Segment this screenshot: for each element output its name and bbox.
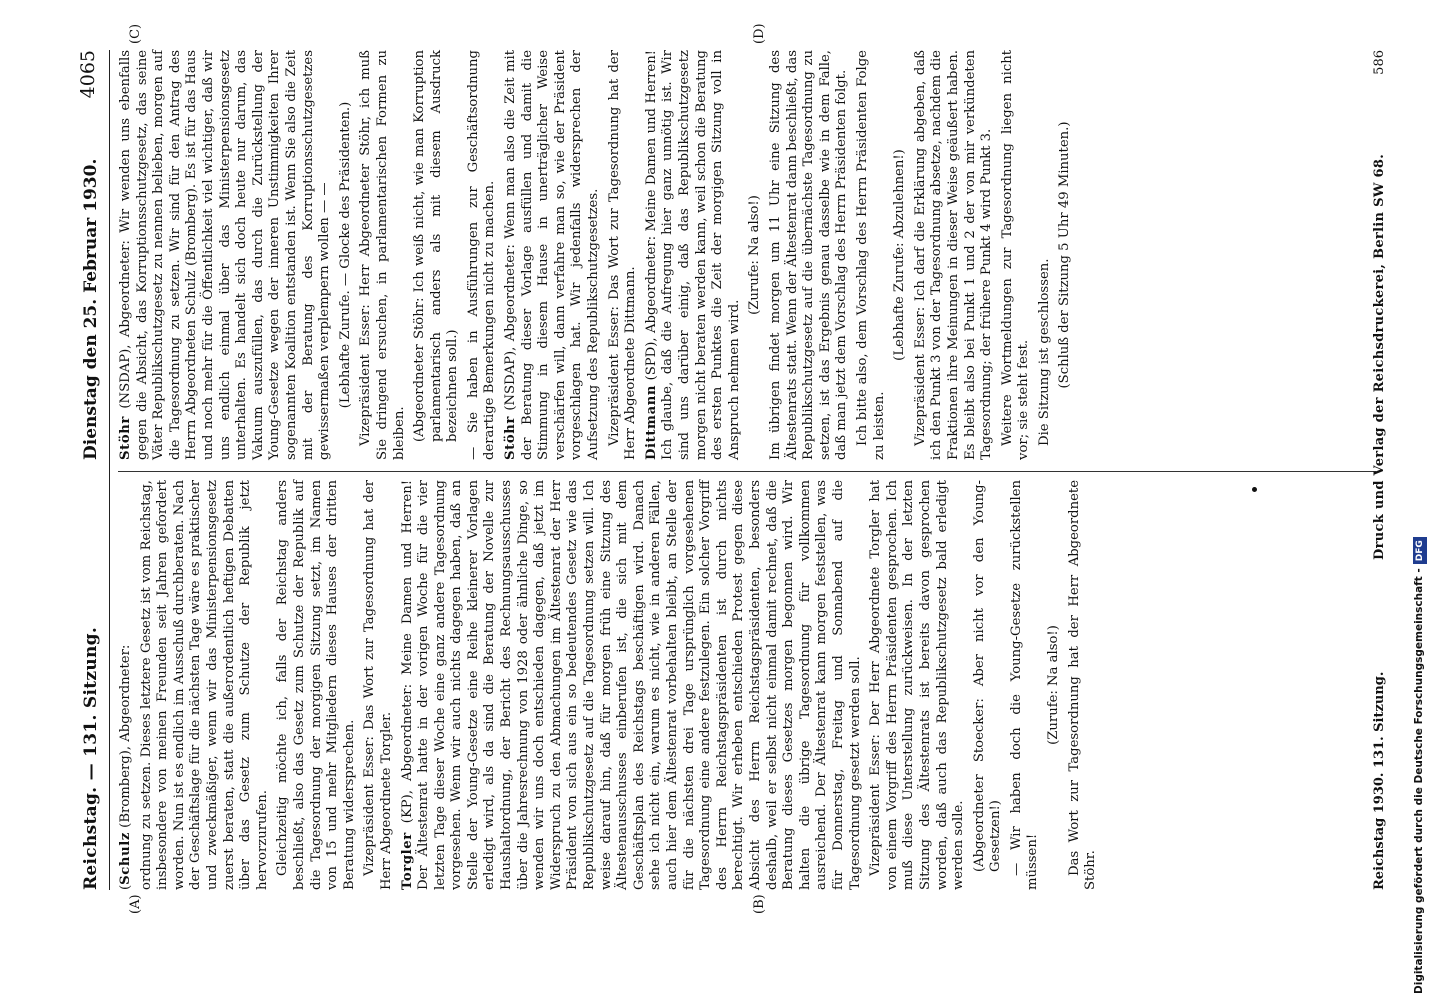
speaker-name: Stöhr [118,416,133,460]
footer-printer: Druck und Verlag der Reichsdruckerei, Berlin SW 68. [1372,153,1387,560]
paragraph: (Lebhafte Zurufe: Abzulehnen!) [892,149,908,361]
paragraph: (Schluß der Sitzung 5 Uhr 49 Minuten.) [1057,121,1073,389]
right-column [118,50,1078,460]
paragraph [400,480,865,890]
margin-mark-c: (C) [128,23,143,44]
paragraph: (Abgeordneter Stoecker: Aber nicht vor den Young-Gesetzen!) [971,480,1004,872]
paragraph: — Sie haben in Ausführungen zur Geschäftsordnung derartige Bemerkungen nicht zu machen. [465,50,498,460]
margin-mark-b: (B) [752,894,767,914]
page-header [75,50,110,890]
speech-text: (SPD), Abgeordneter: Meine Damen und Herren! Ich glaube, daß die Aufregung hier ganz unnötig ist. Wir sind uns darüber einig, daß das Republikschutzgesetz morgen nicht beraten werden kann, weil schon die Beratung des ersten Punktes die Zeit der morgigen Sitzung voll in Anspruch nehmen wird. [643,50,742,460]
header-session: Reichstag. — 131. Sitzung. [81,626,101,890]
paragraph: Weitere Wortmeldungen zur Tagesordnung liegen nicht vor; sie steht fest. [999,50,1032,460]
speech-text: (Bromberg), Abgeordneter: [118,644,133,833]
paragraph: Gleichzeitig möchte ich, falls der Reichstag anders beschließt, also das Gesetz zum Schutze der Republik auf die Tagesordnung der morgigen Sitzung setzt, im Namen von 15 und mehr Mitgliedern dieses Hauses der dritten Beratung widersprechen. [275,480,357,890]
paragraph: Vizepräsident Esser: Herr Abgeordneter Stöhr, ich muß Sie dringend ersuchen, in parlamentarischen Formen zu bleiben. [358,50,407,460]
digitization-note [1408,0,1430,1000]
paragraph: Das Wort zur Tagesordnung hat der Herr Abgeordnete Stöhr. [1066,480,1099,890]
speech-text: (NSDAP), Abgeordneter: Wir wenden uns ebenfalls gegen die Absicht, das Korruptionsschutzgesetz, das seine Väter Republikschutzgesetz zu nennen belieben, morgen auf die Tagesordnung zu setzen. Wir sind für den Antrag des Herrn Abgeordneten Schulz (Bromberg). Es ist für das Haus und noch mehr für die Öffentlichkeit viel wichtiger, daß wir uns endlich einmal über das Ministerpensionsgesetz unterhalten. Es handelt sich doch heute nur darum, das Vakuum auszufüllen, das durch die Zurückstellung der Young-Gesetze wegen der inneren Unstimmigkeiten Ihrer sogenannten Koalition entstanden ist. Wenn Sie also die Zeit mit der Beratung des Korruptionsschutzgesetzes gewissermaßen verplempern wollen — — [118,50,333,460]
paragraph: (Schulz (Bromberg), Abgeordneter: [118,644,133,890]
paragraph: Vizepräsident Esser: Das Wort zur Tagesordnung hat der Herr Abgeordnete Dittmann. [606,50,639,460]
paragraph [644,50,744,460]
paragraph: (Abgeordneter Stöhr: Ich weiß nicht, wie man Korruption parlamentarisch anders als mit diesem Ausdruck bezeichnen soll.) [412,50,461,442]
left-column [118,480,1104,890]
paragraph: (Zurufe: Na also!) [747,195,763,315]
page-number: 4065 [77,50,99,99]
speech-text: (KP), Abgeordneter: Meine Damen und Herren! Der Ältestenrat hatte in der vorigen Woche für die vier letzten Tage dieser Woche eine ganz andere Tagesordnung vorgesehen. Wenn wir auch nichts dagegen haben, daß an Stelle der Young-Gesetze eine Reihe kleinerer Vorlagen erledigt wird, als da sind die Beratung der Novelle zur Haushaltordnung, der Bericht des Rechnungsausschusses über die Jahresrechnung von 1928 oder ähnliche Dinge, so wenden wir uns doch entschieden dagegen, daß jetzt im Widerspruch zu den Abmachungen im Ältestenrat der Herr Präsident von sich aus ein so bedeutendes Gesetz wie das Republikschutzgesetz auf die Tagesordnung setzen will. Ich weise darauf hin, daß für morgen früh eine Sitzung des Ältestenausschusses einberufen ist, die sich mit dem Geschäftsplan des Reichstags beschäftigen wird. Danach sehe ich nicht ein, warum es nicht, wie in anderen Fällen, auch hier dem Ältestenrat vorbehalten bleibt, an Stelle der für die nächsten drei Tage ursprünglich vorgesehenen Tagesordnung eine andere festzulegen. Ein solcher Vorgriff des Herrn Reichstagspräsidenten ist durch nichts berechtigt. Wir erheben entschieden Protest gegen diese Absicht des Herrn Reichstagspräsidenten, besonders deshalb, weil er selbst nicht einmal damit rechnet, daß die Beratung dieses Gesetzes morgen begonnen wird. Wir halten die übrige Tagesordnung für vollkommen ausreichend. Der Ältestenrat kann morgen feststellen, was für Donnerstag, Freitag und Sonnabend auf die Tagesordnung gesetzt werden soll. [399,480,863,890]
footer-sheet-number: 586 [1372,50,1387,75]
column-divider [118,471,1376,472]
paragraph: (Zurufe: Na also!) [1046,625,1062,745]
dfg-logo: DFG [1413,537,1427,564]
margin-mark-d: (D) [752,23,767,44]
speaker-name: Schulz [118,832,133,885]
speech-text: (NSDAP), Abgeordneter: Wenn man also die Zeit mit der Beratung dieser Vorlage ausfüllen und damit die Stimmung in diesem Hause in unerträglicher Weise verschärfen will, dann verfahre man so, wie der Präsident vorgeschlagen hat. Wir jedenfalls widersprechen der Aufsetzung des Republikschutzgesetzes. [503,50,602,460]
digitization-text: Digitalisierung gefördert durch die Deutsche Forschungsgemeinschaft - [1413,568,1425,994]
paragraph: — Wir haben doch die Young-Gesetze zurückstellen müssen! [1008,480,1041,890]
header-date: Dienstag den 25. Februar 1930. [81,158,101,460]
speaker-name: Dittmann [643,384,659,460]
paragraph: Vizepräsident Esser: Ich darf die Erklärung abgeben, daß ich den Punkt 3 von der Tagesordnung absetze, nachdem die Fraktionen ihre Meinungen in dieser Weise geäußert haben. Es bleibt also bei Punkt 1 und 2 der von mir verkündeten Tagesordnung; der frühere Punkt 4 wird Punkt 3. [912,50,995,460]
paragraph: Vizepräsident Esser: Das Wort zur Tagesordnung hat der Herr Abgeordnete Torgler. [362,480,394,890]
paragraph: (Lebhafte Zurufe. — Glocke des Präsidenten.) [337,101,353,409]
paragraph: Ich bitte also, dem Vorschlag des Herrn Präsidenten Folge zu leisten. [854,50,887,460]
speaker-name: Torgler [399,832,415,890]
paragraph: ordnung zu setzen. Dieses letztere Gesetz ist vom Reichstag, insbesondere von meinen Freunden seit Jahren gefordert worden. Nun ist es endlich im Ausschuß durchberaten. Nach der Geschäftslage für die nächsten Tage wäre es praktischer und zweckmäßiger, wenn wir das Ministerpensionsgesetz zuerst beraten, statt die außerordentlich heftigen Debatten über das Gesetz zum Schutze der Republik jetzt hervorzurufen. [138,480,270,890]
ink-dot [1252,487,1257,492]
paragraph: Im übrigen findet morgen um 11 Uhr eine Sitzung des Ältestenrats statt. Wenn der Ältestenrat dann beschließt, das Republikschutzgesetz auf die übernächste Tagesordnung zu setzen, ist das Ergebnis genau dasselbe wie in dem Falle, daß man jetzt dem Vorschlag des Herrn Präsidenten folgt. [767,50,850,460]
paragraph [503,50,603,460]
footer-session: Reichstag 1930. 131. Sitzung. [1372,671,1387,890]
margin-mark-a: (A) [128,894,143,914]
page-footer [1372,50,1396,890]
speaker-name: Stöhr [503,416,519,460]
paragraph: Vizepräsident Esser: Der Herr Abgeordnete Torgler hat von einem Vorgriff des Herrn Präsidenten gesprochen. Ich muß diese Unterstellung zurückweisen. In der letzten Sitzung des Ältestenrats ist bereits davon gesprochen worden, daß auch das Republikschutzgesetz bald erledigt werden solle. [868,480,967,890]
paragraph [118,50,334,460]
paragraph: Die Sitzung ist geschlossen. [1036,258,1052,446]
